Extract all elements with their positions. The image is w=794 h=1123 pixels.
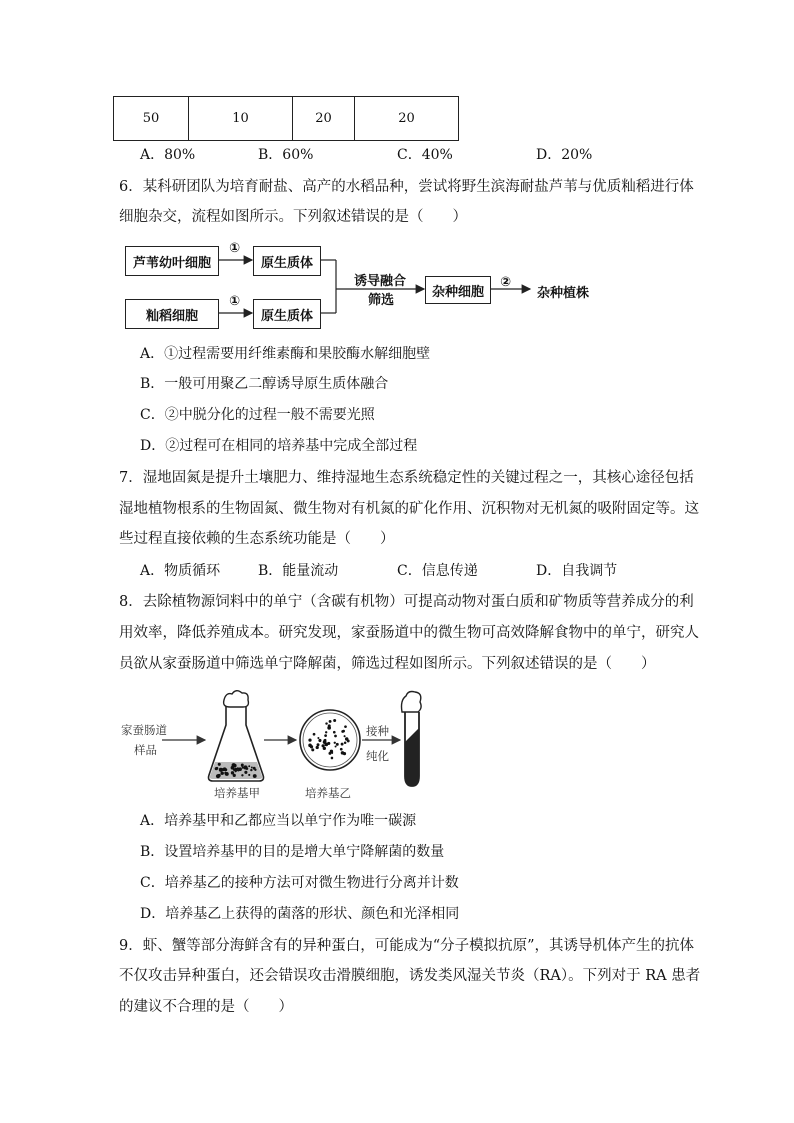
q8-stem-line-2: 用效率，降低养殖成本。研究发现，家蚕肠道中的微生物可高效降解食物中的单宁，研究人 (119, 625, 699, 641)
q7-option-d: D．自我调节 (536, 563, 618, 579)
medium-particle (250, 769, 252, 771)
step-2-label: ② (500, 275, 512, 290)
medium-particle (243, 765, 247, 769)
bacterial-colony (323, 740, 327, 744)
bacterial-colony (344, 735, 346, 737)
q8-option-d: D．培养基乙上获得的菌落的形状、颜色和光泽相同 (140, 906, 460, 922)
medium-particle (251, 767, 253, 769)
bacterial-colony (331, 752, 333, 754)
q8-stem-line-3: 员欲从家蚕肠道中筛选单宁降解菌，筛选过程如图所示。下列叙述错误的是（ ） (119, 656, 656, 672)
q6-option-b: B．一般可用聚乙二醇诱导原生质体融合 (140, 376, 389, 392)
box-hybrid-cell: 杂种细胞 (425, 276, 491, 304)
sample-label-line-2: 样品 (134, 743, 157, 757)
q8-option-c: C．培养基乙的接种方法可对微生物进行分离并计数 (140, 875, 459, 891)
q5-option-b: B．60% (258, 147, 314, 163)
bacterial-colony (324, 734, 327, 737)
medium-particle (244, 771, 247, 774)
bacterial-colony (329, 720, 332, 723)
bacterial-colony (334, 742, 336, 744)
bacterial-colony (323, 747, 326, 750)
inoculate-label: 接种 (366, 724, 389, 738)
q7-stem-line-1: 7．湿地固氮是提升土壤肥力、维持湿地生态系统稳定性的关键过程之一，其核心途径包括 (119, 470, 694, 486)
table-cell: 50 (114, 97, 189, 141)
bacterial-colony (317, 743, 320, 746)
medium-particle (253, 767, 256, 770)
box-indica-rice-cell: 籼稻细胞 (125, 299, 219, 329)
q6-option-d: D．②过程可在相同的培养基中完成全部过程 (140, 438, 418, 454)
q7-option-a: A．物质循环 (140, 563, 221, 579)
q5-option-a: A．80% (140, 147, 196, 163)
purify-label: 纯化 (366, 749, 389, 763)
q9-stem-line-3: 的建议不合理的是（ ） (119, 999, 293, 1015)
q8-option-b: B．设置培养基甲的目的是增大单宁降解菌的数量 (140, 844, 445, 860)
medium-particle (215, 767, 218, 770)
medium-particle (223, 767, 226, 770)
bacterial-colony (341, 751, 345, 755)
step-1-label-bottom: ① (229, 294, 241, 309)
q5-option-c: C．40% (397, 147, 453, 163)
bacterial-colony (333, 731, 336, 734)
bacterial-colony (344, 725, 347, 728)
table-cell: 20 (293, 97, 355, 141)
box-protoplast-1: 原生质体 (253, 246, 321, 276)
medium-particle (218, 763, 221, 766)
medium-a-label: 培养基甲 (214, 786, 260, 800)
q8-option-a: A．培养基甲和乙都应当以单宁作为唯一碳源 (140, 813, 417, 829)
q5-option-d: D．20% (536, 147, 593, 163)
bacterial-colony (325, 722, 327, 724)
bacterial-colony (341, 743, 344, 746)
medium-b-label: 培养基乙 (305, 786, 351, 800)
medium-particle (225, 772, 229, 776)
table-cell: 20 (355, 97, 459, 141)
q8-stem-line-1: 8．去除植物源饲料中的单宁（含碳有机物）可提高动物对蛋白质和矿物质等营养成分的利 (119, 594, 694, 610)
plate-colony-dots (308, 719, 349, 759)
bacterial-colony (316, 746, 319, 749)
sample-label-line-1: 家蚕肠道 (121, 723, 167, 737)
bacterial-colony (333, 719, 336, 722)
medium-particle (233, 764, 237, 768)
medium-particle (233, 774, 236, 777)
box-protoplast-2: 原生质体 (253, 299, 321, 329)
q9-stem-line-2: 不仅攻击异种蛋白，还会错误攻击滑膜细胞，诱发类风湿关节炎（RA）。下列对于 RA 患者 (119, 968, 701, 984)
medium-particle (253, 774, 257, 778)
slant-test-tube-icon (402, 692, 422, 787)
bacterial-colony (331, 757, 334, 760)
bacterial-colony (342, 730, 345, 733)
medium-particle (241, 765, 243, 767)
bacterial-colony (340, 748, 343, 751)
bacterial-colony (335, 745, 337, 747)
medium-particle (220, 771, 223, 774)
q7-option-b: B．能量流动 (258, 563, 339, 579)
q7-stem-line-3: 些过程直接依赖的生态系统功能是（ ） (119, 531, 395, 547)
bacterial-colony (344, 742, 347, 745)
medium-particle (233, 768, 235, 770)
bacterial-colony (346, 738, 348, 740)
q6-option-a: A．①过程需要用纤维素酶和果胶酶水解细胞壁 (140, 346, 431, 362)
medium-particle (218, 775, 220, 777)
q7-stem-line-2: 湿地植物根系的生物固氮、微生物对有机氮的矿化作用、沉积物对无机氮的吸附固定等。这 (119, 501, 699, 517)
bacterial-colony (328, 752, 331, 755)
bacterial-colony (308, 739, 311, 742)
q6-stem-line-2: 细胞杂交，流程如图所示。下列叙述错误的是（ ） (119, 209, 467, 225)
screen-label: 筛选 (368, 293, 395, 308)
medium-particle (241, 774, 243, 776)
bacterial-colony (328, 724, 331, 727)
q6-stem-line-1: 6．某科研团队为培育耐盐、高产的水稻品种，尝试将野生滨海耐盐芦苇与优质籼稻进行体 (119, 179, 694, 195)
table-cell: 10 (189, 97, 293, 141)
bacterial-colony (310, 745, 313, 748)
hybrid-plant-label: 杂种植株 (537, 286, 590, 301)
bacterial-colony (317, 737, 319, 739)
bacterial-colony (318, 739, 321, 742)
box-reed-leaf-cell: 芦苇幼叶细胞 (125, 246, 219, 276)
medium-particle (248, 774, 250, 776)
q6-option-c: C．②中脱分化的过程一般不需要光照 (140, 407, 375, 423)
q9-stem-line-1: 9．虾、蟹等部分海鲜含有的异种蛋白，可能成为“分子模拟抗原”，其诱导机体产生的抗体 (119, 938, 695, 954)
bacterial-colony (327, 742, 329, 744)
bacterial-colony (311, 748, 314, 751)
step-1-label-top: ① (229, 241, 241, 256)
q7-option-c: C．信息传递 (397, 563, 478, 579)
bacterial-colony (336, 743, 339, 746)
bacterial-colony (334, 735, 337, 738)
bacterial-colony (325, 731, 327, 733)
medium-particle (248, 765, 250, 767)
bacterial-colony (313, 733, 316, 736)
induce-fusion-label: 诱导融合 (354, 274, 407, 289)
medium-particle (238, 767, 242, 771)
